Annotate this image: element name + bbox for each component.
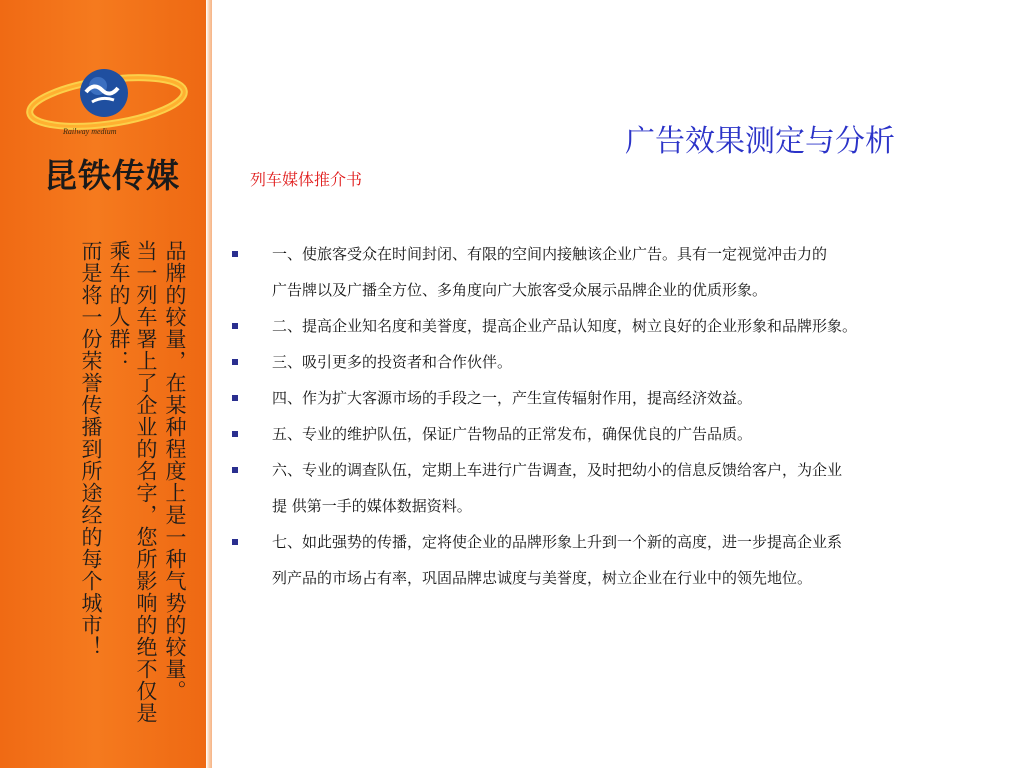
list-item	[232, 380, 1002, 416]
benefit-list	[232, 236, 1002, 596]
bullet-icon	[232, 431, 238, 437]
slogan-column-1: 品牌的较量，在某种程度上是一种气势的较量。	[163, 240, 187, 702]
brand-name: 昆铁传媒	[44, 156, 180, 195]
sidebar-edge	[206, 0, 212, 768]
slogan-vertical	[78, 240, 198, 760]
slogan-column-3: 乘车的人群：	[107, 240, 131, 372]
list-item-line1: 四、作为扩大客源市场的手段之一，产生宣传辐射作用，提高经济效益。	[272, 389, 753, 407]
list-item-line2: 列产品的市场占有率，巩固品牌忠诚度与美誉度，树立企业在行业中的领先地位。	[272, 569, 813, 587]
slogan-column-2: 当一列车署上了企业的名字，您所影响的绝不仅是	[134, 240, 158, 724]
list-item-line2: 广告牌以及广播全方位、多角度向广大旅客受众展示品牌企业的优质形象。	[272, 281, 768, 299]
list-item	[232, 416, 1002, 452]
list-item-line2: 提 供第一手的媒体数据资料。	[272, 497, 472, 515]
sidebar	[0, 0, 212, 768]
list-item-line1: 一、使旅客受众在时间封闭、有限的空间内接触该企业广告。具有一定视觉冲击力的	[272, 245, 828, 263]
list-item	[232, 308, 1002, 344]
list-item-line1: 七、如此强势的传播，定将使企业的品牌形象上升到一个新的高度，进一步提高企业系	[272, 533, 843, 551]
bullet-icon	[232, 395, 238, 401]
logo	[22, 60, 192, 150]
list-item	[232, 236, 1002, 308]
bullet-icon	[232, 323, 238, 329]
list-item	[232, 344, 1002, 380]
list-item-line1: 三、吸引更多的投资者和合作伙伴。	[272, 353, 513, 371]
list-item	[232, 452, 1002, 524]
list-item	[232, 524, 1002, 596]
page-subtitle: 列车媒体推介书	[250, 170, 363, 189]
logo-caption: Railway medium	[63, 127, 117, 136]
page-title: 广告效果测定与分析	[625, 124, 895, 159]
list-item-line1: 六、专业的调查队伍，定期上车进行广告调查，及时把幼小的信息反馈给客户，为企业	[272, 461, 843, 479]
bullet-icon	[232, 251, 238, 257]
bullet-icon	[232, 539, 238, 545]
slogan-column-4: 而是将一份荣誉传播到所途经的每个城市！	[79, 240, 103, 658]
list-item-line1: 五、专业的维护队伍，保证广告物品的正常发布，确保优良的广告品质。	[272, 425, 753, 443]
list-item-line1: 二、提高企业知名度和美誉度，提高企业产品认知度，树立良好的企业形象和品牌形象。	[272, 317, 858, 335]
logo-emblem-icon	[22, 60, 192, 150]
bullet-icon	[232, 467, 238, 473]
bullet-icon	[232, 359, 238, 365]
